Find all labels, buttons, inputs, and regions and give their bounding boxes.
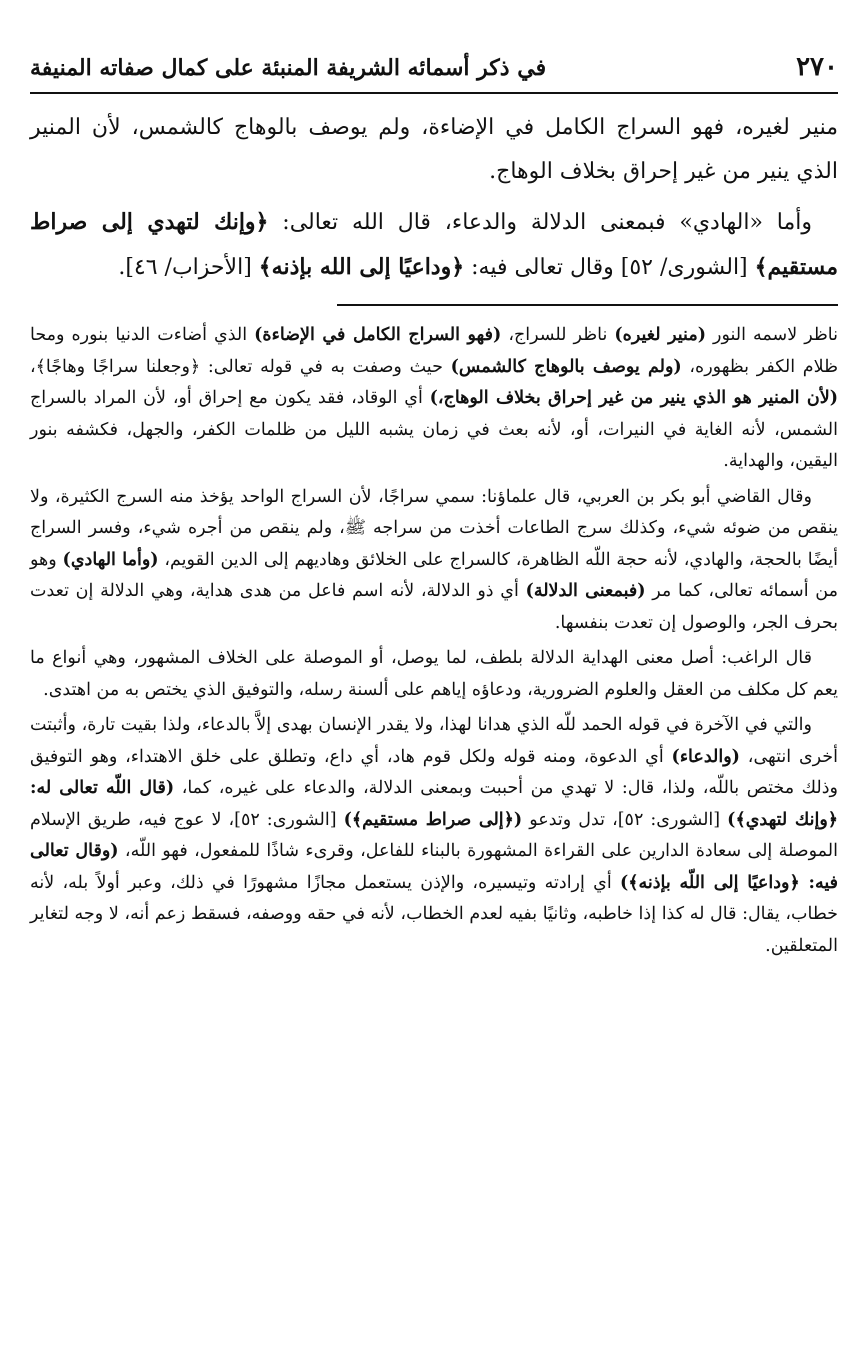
main-text-paragraph-1: منير لغيره، فهو السراج الكامل في الإضاءة، ولم يوصف بالوهاج كالشمس، لأن المنير الذي ينير من غير إحراق بخلاف الوهاج. [30,115,838,184]
main-text [30,106,838,290]
quran-verse: ﴿وداعيًا إلى الله بإذنه﴾ [258,254,465,280]
commentary-paragraph-1 [30,320,838,478]
commentary-quote: (فبمعنى الدلالة) [525,581,646,601]
commentary-quote: (والدعاء) [671,746,740,767]
commentary [30,320,838,962]
commentary-segment: أي إرادته وتيسيره، والإذن يستعمل مجازًا مشهورًا في ذلك، وعبر أولاً بله، لأنه خطاب، يقال: قال له كذا إذا خاطبه، وثانيًا بفيه لعدم الخطاب، لأنه في حقه ووصفه، فسقط زعم أنه، لا وجه لتغاير المتعلقين. [30,872,838,956]
commentary-segment: الذي أضاءت الدنيا بنوره ومحا ظلام الكفر بظهوره، [30,325,838,377]
commentary-quote: (ولم يوصف بالوهاج كالشمس) [450,356,682,377]
commentary-segment: وقال القاضي أبو بكر بن العربي، قال علماؤنا: سمي سراجًا، لأن السراج الواحد يؤخذ منه السرج الكثيرة، ولا ينقص من ضوئه شيء، وكذلك سرج الطاعات أخذت من سراجه ﷺ، ولم ينقص من أجره شيء، وفسر السراج أيضًا بالحجة، والهادي، لأنه حجة اللّه الظاهرة، كالسراج على الخلائق وهاديهم إلى الدين القويم، [30,486,838,570]
running-title: في ذكر أسمائه الشريفة المنبئة على كمال صفاته المنيفة [30,55,547,81]
verse-reference: [الأحزاب/ ٤٦]. [118,255,259,280]
commentary-quote: (منير لغيره) [614,325,706,345]
commentary-segment: والتي في الآخرة في قوله الحمد للّه الذي هدانا لهذا، ولا يقدر الإنسان بهدى إلاَّ بالدعاء، ولذا بقيت تارة، وأثبتت أخرى انتهى، [30,715,838,767]
commentary-segment: حيث وصفت به في قوله تعالى: ﴿وجعلنا سراجًا وهاجًا﴾، [30,356,451,377]
commentary-segment: [الشورى: ٥٢]، لا عوج فيه، طريق الإسلام الموصلة إلى سعادة الدارين على القراءة المشهورة بالبناء للفاعل، وقرىء شاذًا للمفعول، فهو اللّه، [30,809,838,861]
commentary-segment: ناظر لاسمه النور [706,325,839,345]
commentary-quote: (وقال تعالى فيه: ﴿وداعيًا إلى اللّه بإذنه﴾) [30,841,838,893]
commentary-segment: ناظر للسراج، [501,325,615,345]
footnote-separator [337,304,838,306]
commentary-segment: أي الوقاد، فقد يكون مع إحراق أو، لأن المراد بالسراج الشمس، لأنه الغاية في النيرات، أو، لأنه بعث في زمان يشبه الليل من ظلمات الكفر، والجهل، فكشفه بنور اليقين، والهداية. [30,388,838,471]
main-text-segment: وأما «الهادي» فبمعنى الدلالة والدعاء، قال الله تعالى: [268,210,812,235]
commentary-quote: (وأما الهادي) [62,549,159,570]
page-number: ٢٧٠ [796,52,838,82]
commentary-segment: [الشورى: ٥٢]، تدل وتدعو [522,809,728,830]
page-header [30,52,838,94]
book-page [30,52,838,962]
main-text-paragraph-2 [30,200,838,290]
quran-verse: ﴿وإنك لتهدي إلى صراط مستقيم﴾ [30,209,838,280]
commentary-segment: أي ذو الدلالة، لأنه اسم فاعل من هدى هداية، وهي الدلالة إن تعدت بحرف الجر، والوصول إن تعدت بنفسها. [30,581,838,633]
commentary-segment: وهو من أسمائه تعالى، كما مر [30,549,838,601]
commentary-segment: أي الدعوة، ومنه قوله ولكل قوم هاد، أي داع، وتطلق على خلق الاهتداء، وهو التوفيق وذلك مختص باللّه، ولذا، قال: لا تهدي من أحببت وبمعنى الدلالة، والدعاء على غيره، كما، [30,746,839,798]
commentary-paragraph-4 [30,710,838,962]
commentary-quote: (قال اللّه تعالى له: ﴿وإنك لتهدي﴾) [30,778,839,830]
commentary-paragraph-2 [30,482,838,640]
commentary-quote: (فهو السراج الكامل في الإضاءة) [254,325,502,345]
commentary-quote: (لأن المنير هو الذي ينير من غير إحراق بخلاف الوهاج،) [429,388,838,408]
commentary-quote: (﴿إلى صراط مستقيم﴾) [343,809,523,830]
verse-reference: [الشورى/ ٥٢] وقال تعالى فيه: [464,255,755,280]
commentary-paragraph-3: قال الراغب: أصل معنى الهداية الدلالة بلطف، لما يوصل، أو الموصلة على الخلاف المشهور، وهي أنواع ما يعم كل مكلف من العقل والعلوم الضرورية، ودعاؤه إياهم على ألسنة رسله، والتوفيق الذي يختص به من اهتدى. [30,648,838,700]
